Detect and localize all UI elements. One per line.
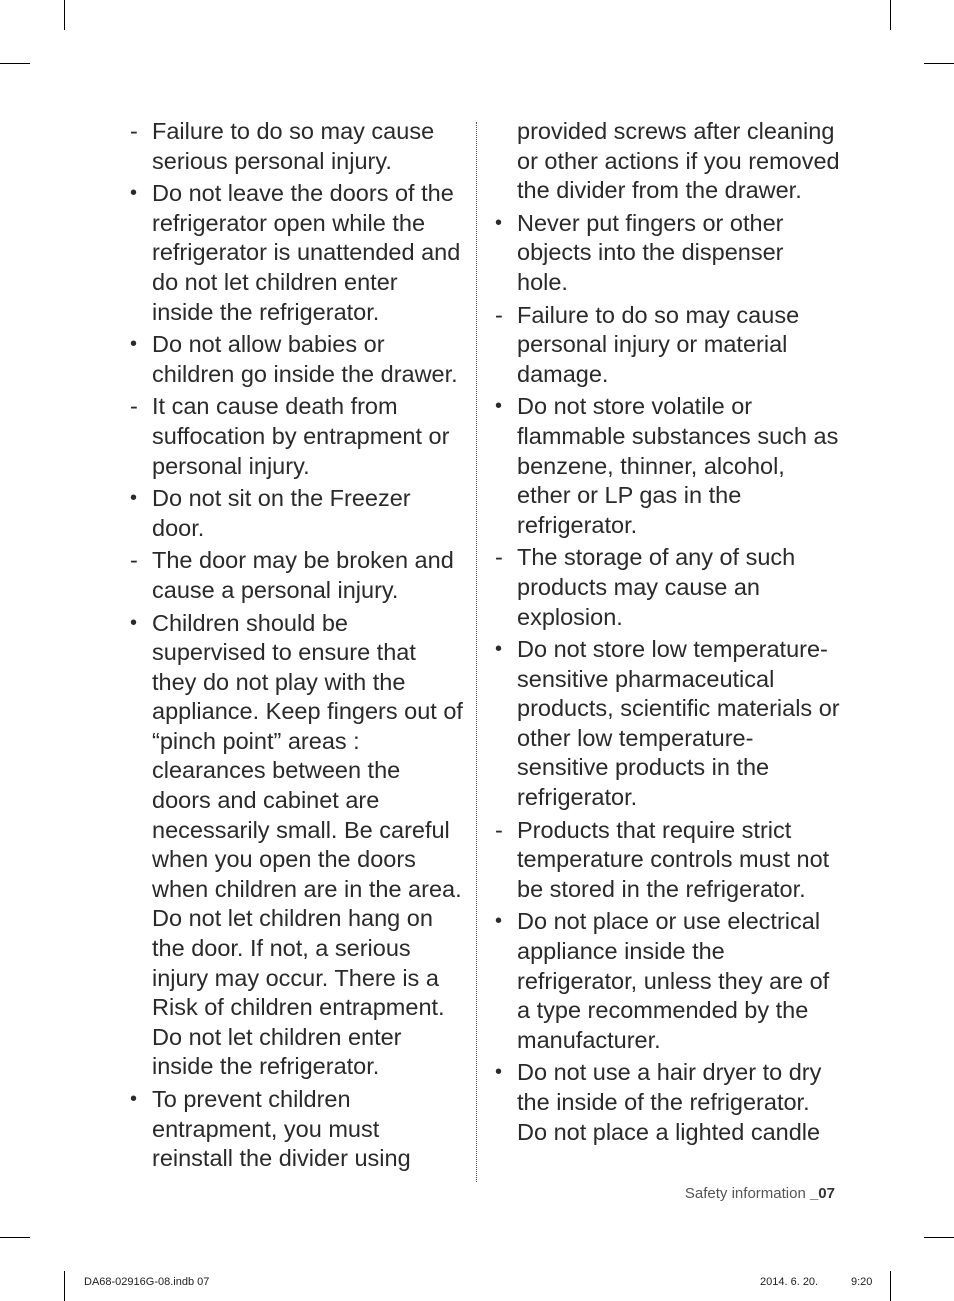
list-item-text: provided screws after cleaning or other actions if you removed the divider from the drawer.: [517, 118, 840, 204]
dash-marker: -: [495, 544, 503, 571]
left-column: [130, 117, 465, 1177]
list-item: [130, 546, 465, 605]
list-item: [495, 117, 840, 206]
list-item: [130, 117, 465, 176]
crop-mark: [924, 1237, 954, 1238]
page-number: _07: [809, 1185, 835, 1202]
footer-section-title: Safety information: [684, 1185, 810, 1202]
list-item: [495, 907, 840, 1055]
list-item-text: Never put fingers or other objects into the dispenser hole.: [517, 209, 784, 295]
dash-marker: -: [495, 301, 503, 328]
list-item-text: Do not sit on the Freezer door.: [152, 485, 411, 541]
list-item: [495, 635, 840, 813]
list-item-text: Do not leave the doors of the refrigerator open while the refrigerator is unattended and do not let children enter inside the refrigerator.: [152, 180, 461, 325]
list-item-text: Do not place or use electrical appliance inside the refrigerator, unless they are of a type recommended by the manufacturer.: [517, 908, 830, 1053]
right-column: [495, 117, 840, 1150]
crop-mark: [64, 0, 65, 30]
bullet-marker: •: [130, 487, 138, 510]
column-divider: [476, 122, 477, 1182]
list-item-text: It can cause death from suffocation by entrapment or personal injury.: [152, 393, 450, 479]
list-item-text: Do not use a hair dryer to dry the inside of the refrigerator. Do not place a lighted candle: [517, 1059, 822, 1145]
bullet-marker: •: [495, 395, 503, 418]
list-item-text: Failure to do so may cause personal injury or material damage.: [517, 301, 800, 387]
list-item-text: Children should be supervised to ensure that they do not play with the appliance. Keep fingers out of “pinch point” areas : clearances between the doors and cabinet are necessarily small. Be careful when you open the doors when children are in the area. Do not let children hang on the door. If not, a serious injury may occur. There is a Risk of children entrapment. Do not let children enter inside the refrigerator.: [152, 609, 463, 1080]
list-item-text: Products that require strict temperature controls must not be stored in the refrigerator.: [517, 816, 830, 902]
list-item: [130, 330, 465, 389]
bullet-marker: •: [495, 638, 503, 661]
list-item: [130, 484, 465, 543]
dash-marker: -: [130, 547, 138, 574]
list-item-text: The door may be broken and cause a personal injury.: [152, 547, 454, 603]
list-item: [130, 1085, 465, 1174]
crop-mark: [64, 1271, 65, 1301]
list-item: [495, 816, 840, 905]
list-item-text: Do not store low temperature-sensitive pharmaceutical products, scientific materials or other low temperature-sensitive products in the refrigerator.: [517, 636, 840, 811]
crop-mark: [0, 63, 30, 64]
bullet-marker: •: [495, 1061, 503, 1084]
dash-marker: -: [495, 816, 503, 843]
crop-mark: [924, 63, 954, 64]
bullet-marker: •: [130, 333, 138, 356]
list-item: [495, 209, 840, 298]
bullet-marker: •: [495, 910, 503, 933]
bullet-marker: •: [130, 611, 138, 634]
slug-date: 2014. 6. 20.: [760, 1276, 819, 1288]
page-footer: [685, 1185, 835, 1202]
crop-mark: [890, 1271, 891, 1301]
dash-marker: -: [130, 118, 138, 144]
bullet-marker: •: [495, 211, 503, 234]
list-item: [495, 543, 840, 632]
crop-mark: [890, 0, 891, 30]
list-item: [130, 179, 465, 327]
list-item: [495, 301, 840, 390]
crop-mark: [0, 1237, 30, 1238]
list-item: [130, 392, 465, 481]
list-item: [130, 609, 465, 1083]
slug-filename: DA68-02916G-08.indb 07: [84, 1276, 210, 1288]
list-item: [495, 1058, 840, 1147]
list-item-text: Failure to do so may cause serious personal injury.: [152, 118, 435, 174]
list-item-text: The storage of any of such products may cause an explosion.: [517, 544, 796, 630]
list-item-text: Do not store volatile or flammable substances such as benzene, thinner, alcohol, ether or LP gas in the refrigerator.: [517, 393, 839, 538]
bullet-marker: •: [130, 1088, 138, 1110]
list-item-text: Do not allow babies or children go inside the drawer.: [152, 331, 458, 387]
list-item-text: To prevent children entrapment, you must reinstall the divider using: [152, 1086, 411, 1172]
list-item: [495, 392, 840, 540]
bullet-marker: •: [130, 182, 138, 205]
dash-marker: -: [130, 393, 138, 420]
slug-time: 9:20: [851, 1276, 873, 1288]
